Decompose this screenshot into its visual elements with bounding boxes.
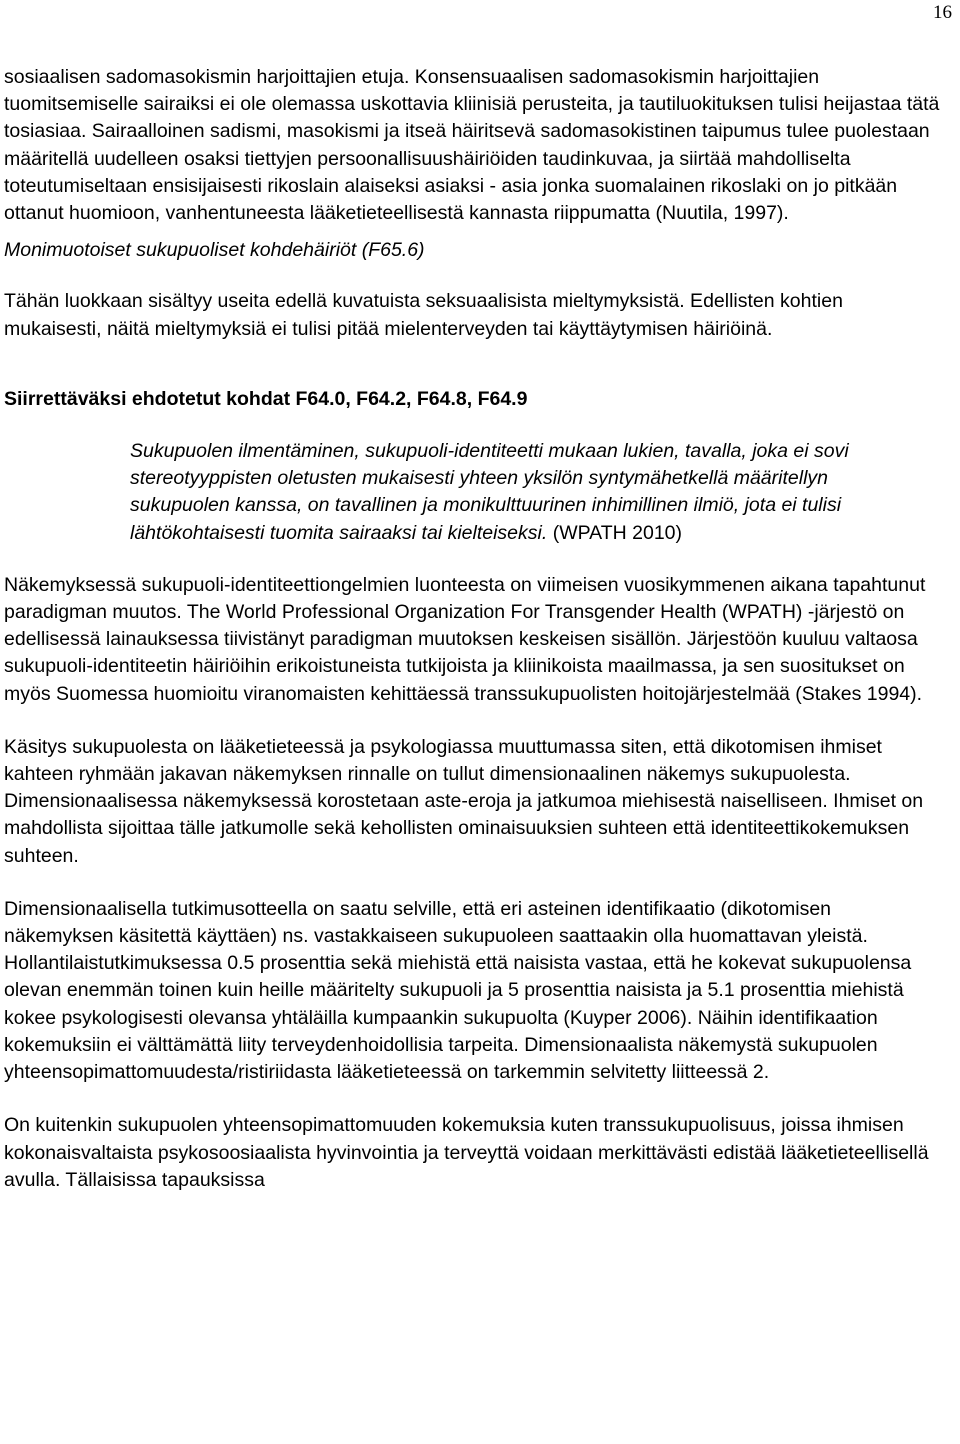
paragraph-dimensional-view: Käsitys sukupuolesta on lääketieteessä ja psykologiassa muuttumassa siten, että dikotomisen ihmiset kahteen ryhmään jakavan näkemyksen rinnalle on tullut dimensionaalinen näkemys sukupuolesta. Dimensionaalisessa näkemyksessä korostetaan aste-eroja ja jatkumoa miehisestä naiselliseen. Ihmiset on mahdollista sijoittaa tälle jatkumolle sekä kehollisten ominaisuuksien suhteen että identiteettikokemuksen suhteen. — [4, 735, 924, 867]
page-number: 16 — [933, 2, 952, 23]
paragraph-dutch-study: Dimensionaalisella tutkimusotteella on saatu selville, että eri asteinen identifikaatio (dikotomisen näkemyksen käsitettä käyttäen) ns. vastakkaiseen sukupuoleen saattaakin olla huomattavan yleistä. Hollantilaistutkimuksessa 0.5 prosenttia sekä miehistä että naisista vastaa, että he kokevat sukupuolensa olevan enemmän toinen kuin heille määritelty sukupuoli ja 5 prosenttia naisista ja 5.1 prosenttia miehistä kokee psykologisesti olevansa yhtäläilla kumpaankin sukupuolta (Kuyper 2006). Näihin identifikaation kokemuksiin ei välttämättä liity terveydenhoidollisia tarpeita. Dimensionaalista näkemystä sukupuolen yhteensopimattomuudesta/ristiriidasta lääketieteessä on tarkemmin selvitetty liitteessä 2. — [4, 897, 912, 1084]
quote-text: Sukupuolen ilmentäminen, sukupuoli-identiteetti mukaan lukien, tavalla, joka ei sovi stereotyyppisten oletusten mukaisesti yhteen yksilön syntymähetkellä määritellyn sukupuolen kanssa, on tavallinen ja monikulttuurinen inhimillinen ilmiö, jota ei tulisi lähtökohtaisesti tuomita sairaaksi tai kielteiseksi. — [130, 440, 849, 544]
quote-source: (WPATH 2010) — [547, 521, 683, 544]
section-heading-f64: Siirrettäväksi ehdotetut kohdat F64.0, F64.2, F64.8, F64.9 — [4, 387, 528, 410]
page-content — [4, 64, 944, 1194]
paragraph-paradigm-shift: Näkemyksessä sukupuoli-identiteettiongelmien luonteesta on viimeisen vuosikymmenen aikana tapahtunut paradigman muutos. The World Professional Organization For Transgender Health (WPATH) -järjestö on edellisessä lainauksessa tiivistänyt paradigman muutoksen keskeisen sisällön. Järjestöön kuuluu valtaosa sukupuoli-identiteetin häiriöihin erikoistuneista tutkijoista ja kliinikoista maailmassa, ja sen suositukset on myös Suomessa huomioitu viranomaisten kehittäessä transsukupuolisten hoitojärjestelmää (Stakes 1994). — [4, 573, 926, 705]
wpath-quote — [130, 438, 930, 547]
paragraph-transsexuality: On kuitenkin sukupuolen yhteensopimattomuuden kokemuksia kuten transsukupuolisuus, joissa ihmisen kokonaisvaltaista psykosoosiaalista hyvinvointia ja terveyttä voidaan merkittävästi edistää lääketieteellisellä avulla. Tällaisissa tapauksissa — [4, 1114, 929, 1191]
paragraph-multiple-preferences: Tähän luokkaan sisältyy useita edellä kuvatuista seksuaalisista mieltymyksistä. Edellisten kohtien mukaisesti, näitä mieltymyksiä ei tulisi pitää mielenterveyden tai käyttäytymisen häiriöinä. — [4, 290, 843, 340]
section-heading-f65-6: Monimuotoiset sukupuoliset kohdehäiriöt (F65.6) — [4, 239, 425, 262]
paragraph-sadomasochism: sosiaalisen sadomasokismin harjoittajien etuja. Konsensuaalisen sadomasokismin harjoittajien tuomitsemiselle sairaiksi ei ole olemassa uskottavia kliinisiä perusteita, ja tautiluokituksen tulisi heijastaa tätä tosiasiaa. Sairaalloinen sadismi, masokismi ja itseä häiritsevä sadomasokistinen taipumus tulee puolestaan määritellä uudelleen osaksi tiettyjen persoonallisuushäiriöiden taudinkuvaa, ja siirtää mahdolliselta toteutumiseltaan ensisijaisesti rikoslain alaiseksi asiaksi - asia jonka suomalainen rikoslaki on jo pitkään ottanut huomioon, vanhentuneesta lääketieteellisestä kannasta riippumatta (Nuutila, 1997). — [4, 66, 940, 225]
